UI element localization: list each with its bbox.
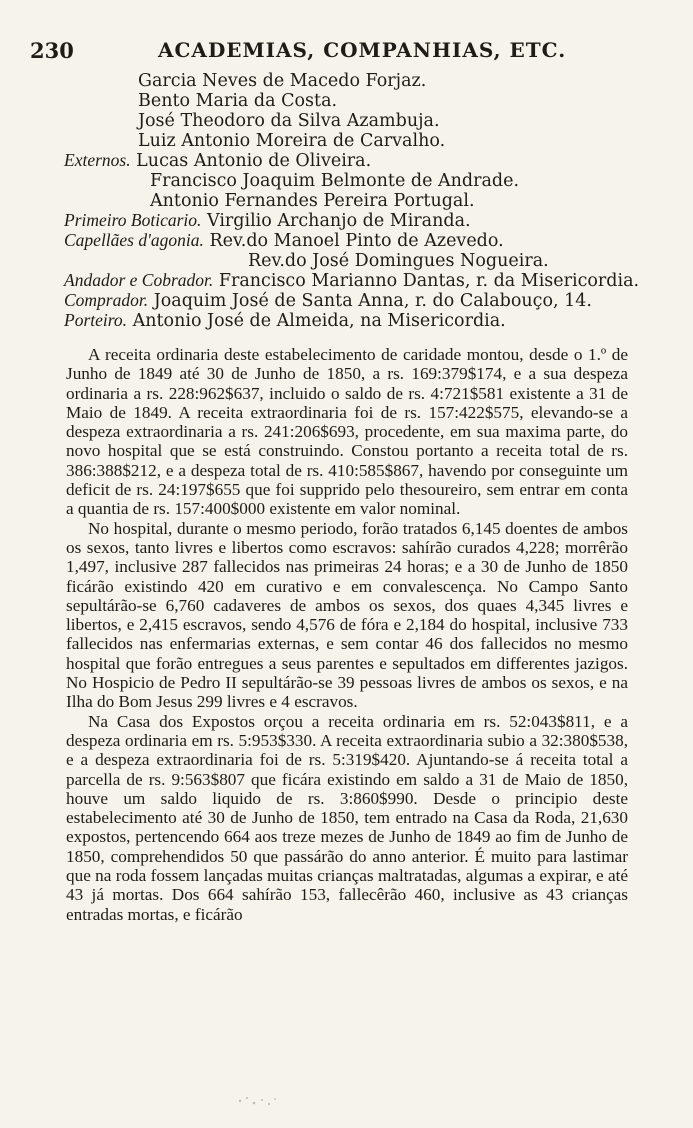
staff-role: Primeiro Boticario. — [64, 210, 202, 230]
staff-role: Capellães d'agonia. — [64, 230, 204, 250]
staff-entry — [138, 90, 337, 111]
staff-name: Rev.do José Domingues Nogueira. — [248, 251, 549, 271]
staff-name: Joaquim José de Santa Anna, r. do Calabouço, 14. — [153, 291, 592, 311]
staff-entry — [64, 270, 639, 291]
body-text — [66, 345, 628, 924]
staff-entry — [150, 170, 519, 191]
staff-entry — [248, 250, 549, 271]
staff-role: Externos. — [64, 150, 131, 170]
staff-entry — [138, 130, 445, 151]
staff-entry — [64, 210, 471, 231]
staff-name: Virgilio Archanjo de Miranda. — [206, 211, 471, 231]
running-title: ACADEMIAS, COMPANHIAS, ETC. — [158, 38, 567, 62]
staff-entry — [138, 110, 440, 131]
staff-name: José Theodoro da Silva Azambuja. — [138, 111, 440, 131]
staff-name: Francisco Marianno Dantas, r. da Misericordia. — [218, 271, 640, 291]
paragraph-hospital: No hospital, durante o mesmo periodo, forão tratados 6,145 doentes de ambos os sexos, tanto livres e libertos como escravos: sahírão curados 4,228; morrêrão 1,497, inclusive 287 fallecidos nas primeiras 24 horas; e a 30 de Junho de 1850 ficárão existindo 420 em curativo e em convalescença. No Campo Santo sepultárão-se 6,760 cadaveres de ambos os sexos, dos quaes 4,345 livres e libertos, e 2,415 escravos, sendo 4,576 de fóra e 2,184 do hospital, inclusive 733 fallecidos nas enfermarias externas, e sem contar 46 dos fallecidos no mesmo hospital que forão entregues a seus parentes e sepultados em differentes jazigos. No Hospicio de Pedro II sepultárão-se 39 pessoas livres de ambos os sexos, e na Ilha do Bom Jesus 299 livres e 4 escravos. — [66, 518, 628, 712]
staff-entry — [150, 190, 475, 211]
staff-name: Luiz Antonio Moreira de Carvalho. — [138, 131, 446, 151]
staff-name: Bento Maria da Costa. — [138, 91, 338, 111]
page-header — [30, 38, 640, 68]
staff-role: Porteiro. — [64, 310, 128, 330]
staff-name: Rev.do Manoel Pinto de Azevedo. — [209, 231, 504, 251]
paragraph-foundling-house: Na Casa dos Expostos orçou a receita ordinaria em rs. 52:043$811, e a despeza ordinaria em rs. 5:953$330. A receita extraordinaria subio a 32:380$538, e a despeza extraordinaria foi de rs. 5:319$420. Ajuntando-se á receita total a parcella de rs. 9:563$807 que ficára existindo em saldo a 31 de Maio de 1850, houve um saldo liquido de rs. 3:860$990. Desde o principio deste estabelecimento até 30 de Junho de 1850, tem entrado na Casa da Roda, 21,630 expostos, pertencendo 664 aos treze mezes de Junho de 1849 ao fim de Junho de 1850, comprehendidos 50 que passárão do anno anterior. É muito para lastimar que na roda fossem lançadas muitas crianças maltratadas, algumas a expirar, e até 43 já mortas. Dos 664 sahírão 153, fallecêrão 460, inclusive as 43 crianças entradas mortas, e ficárão — [66, 711, 628, 924]
staff-name: Antonio José de Almeida, na Misericordia. — [132, 311, 506, 331]
staff-role: Comprador. — [64, 290, 149, 310]
staff-entry — [64, 150, 371, 171]
paragraph-revenue: A receita ordinaria deste estabelecimento de caridade montou, desde o 1.º de Junho de 1849 até 30 de Junho de 1850, a rs. 169:379$174, e a sua despeza ordinaria a rs. 228:962$637, incluido o saldo de rs. 4:721$581 existente a 31 de Maio de 1849. A receita extraordinaria foi de rs. 157:422$575, elevando-se a despeza extraordinaria a rs. 241:206$693, procedente, em sua maxima parte, do novo hospital que se está construindo. Constou portanto a receita total de rs. 386:388$212, e a despeza total de rs. 410:585$867, havendo por conseguinte um deficit de rs. 24:197$655 que foi supprido pelo thesoureiro, sem entrar em conta a quantia de rs. 157:400$000 existente em valor nominal. — [66, 345, 628, 519]
staff-entry — [64, 290, 592, 311]
staff-role: Andador e Cobrador. — [64, 270, 214, 290]
staff-entry — [64, 310, 506, 331]
staff-name: Antonio Fernandes Pereira Portugal. — [150, 191, 475, 211]
staff-name: Francisco Joaquim Belmonte de Andrade. — [150, 171, 520, 191]
ink-smudge — [232, 1092, 282, 1110]
staff-name: Lucas Antonio de Oliveira. — [136, 151, 372, 171]
staff-entry — [138, 70, 426, 91]
staff-name: Garcia Neves de Macedo Forjaz. — [138, 71, 427, 91]
page-number: 230 — [30, 38, 74, 63]
staff-entry — [64, 230, 504, 251]
